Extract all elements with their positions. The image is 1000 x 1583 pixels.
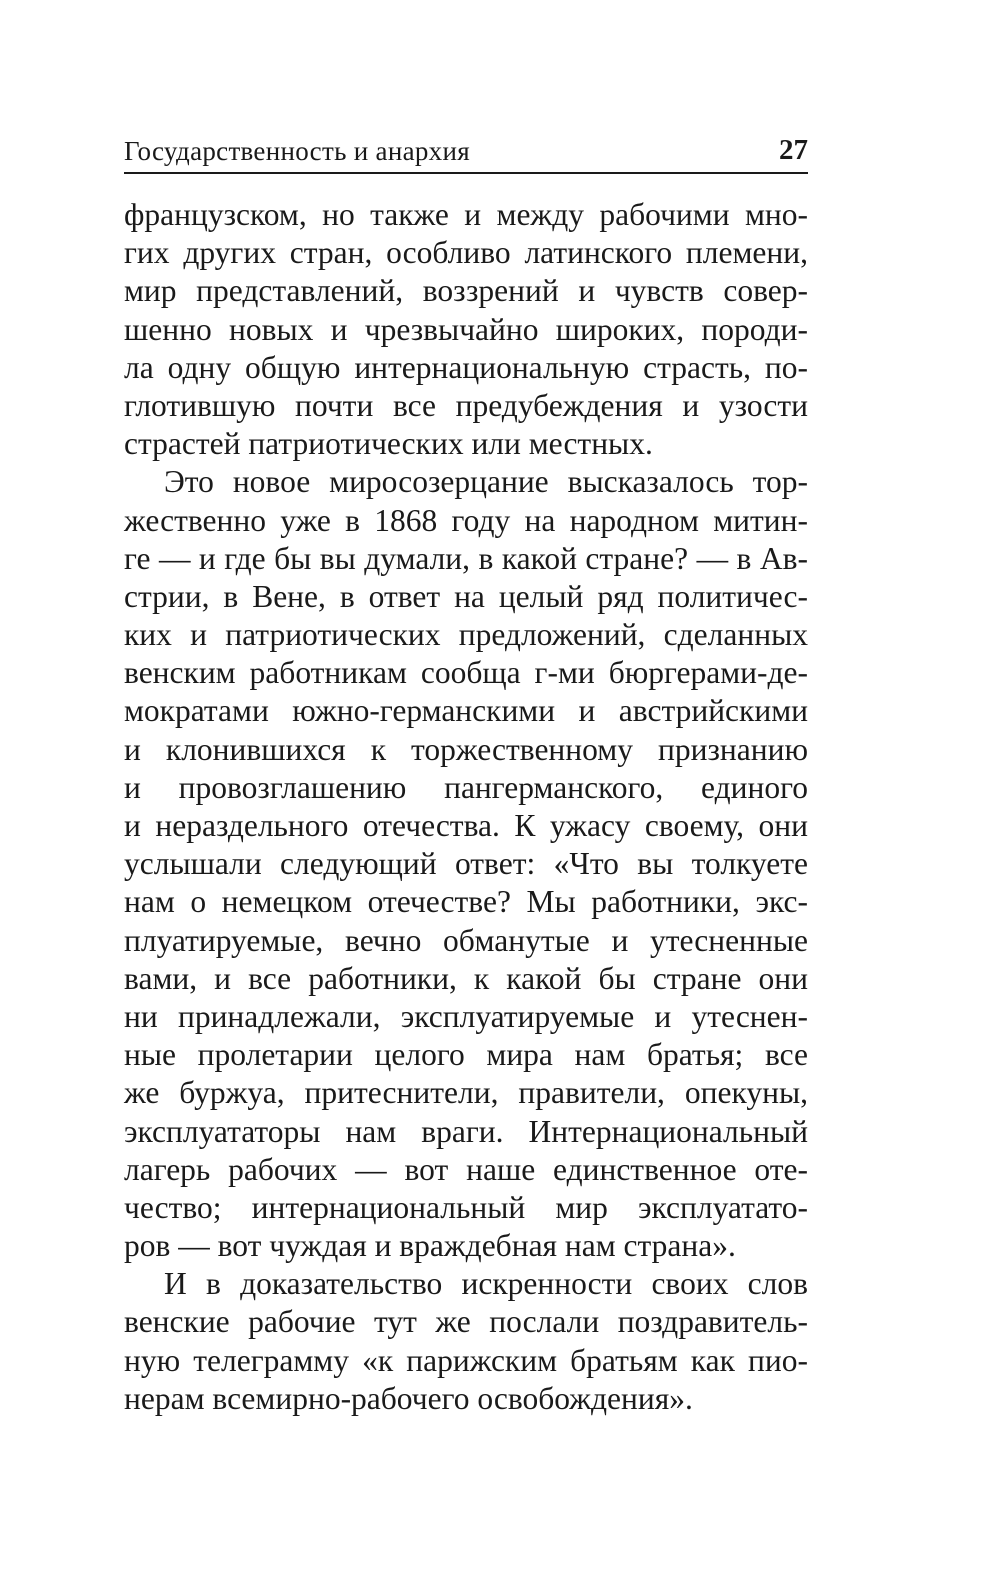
running-head (124, 128, 808, 174)
text-line: ров — вот чуждая и враждебная нам страна». (124, 1228, 736, 1264)
text-line: чество; интернациональный мир эксплуатато- (124, 1189, 808, 1225)
text-line: и клонившихся к торжественному признанию (124, 731, 808, 767)
text-line: же буржуа, притеснители, правители, опекуны, (124, 1075, 808, 1111)
text-line: страстей патриотических или местных. (124, 426, 653, 462)
text-line: ла одну общую интернациональную страсть, по- (124, 349, 808, 385)
text-line: плуатируемые, вечно обманутые и утесненные (124, 922, 808, 958)
text-line: глотившую почти все предубеждения и узости (124, 387, 808, 423)
text-line: венские рабочие тут же послали поздравитель- (124, 1304, 808, 1340)
text-line: вами, и все работники, к какой бы стране они (124, 960, 808, 996)
text-line: И в доказательство искренности своих слов (164, 1266, 808, 1302)
paragraph-2 (124, 463, 808, 1265)
text-line: услышали следующий ответ: «Что вы толкуете (124, 846, 808, 882)
text-line: эксплуататоры нам враги. Интернациональный (124, 1113, 808, 1149)
text-line: ге — и где бы вы думали, в какой стране? — в Ав- (124, 540, 808, 576)
text-line: нерам всемирно-рабочего освобождения». (124, 1380, 693, 1416)
body-text (124, 196, 808, 1418)
text-line: гих других стран, особливо латинского племени, (124, 235, 808, 271)
text-line: ких и патриотических предложений, сделанных (124, 617, 808, 653)
paragraph-1 (124, 196, 808, 463)
text-line: лагерь рабочих — вот наше единственное оте- (124, 1151, 808, 1187)
text-line: ную телеграмму «к парижским братьям как пио- (124, 1342, 808, 1378)
paragraph-3 (124, 1265, 808, 1418)
text-line: мир представлений, воззрений и чувств совер- (124, 273, 808, 309)
text-line: стрии, в Вене, в ответ на целый ряд политичес- (124, 578, 808, 614)
text-line: и провозглашению пангерманского, единого (124, 769, 808, 805)
page-number: 27 (779, 134, 808, 166)
text-line: и нераздельного отечества. К ужасу своему, они (124, 808, 808, 843)
text-line: ные пролетарии целого мира нам братья; все (124, 1037, 808, 1073)
text-line: мократами южно-германскими и австрийскими (124, 693, 808, 729)
text-line: нам о немецком отечестве? Мы работники, экс- (124, 884, 808, 920)
text-line: ни принадлежали, эксплуатируемые и утеснен- (124, 998, 808, 1034)
text-line: венским работникам сообща г-ми бюргерами-де- (124, 655, 808, 691)
running-title: Государственность и анархия (124, 136, 470, 166)
text-line: Это новое миросозерцание высказалось тор- (164, 464, 808, 500)
text-line: жественно уже в 1868 году на народном митин- (124, 502, 808, 538)
text-line: французском, но также и между рабочими мно- (124, 197, 808, 232)
text-line: шенно новых и чрезвычайно широких, породи- (124, 311, 808, 347)
